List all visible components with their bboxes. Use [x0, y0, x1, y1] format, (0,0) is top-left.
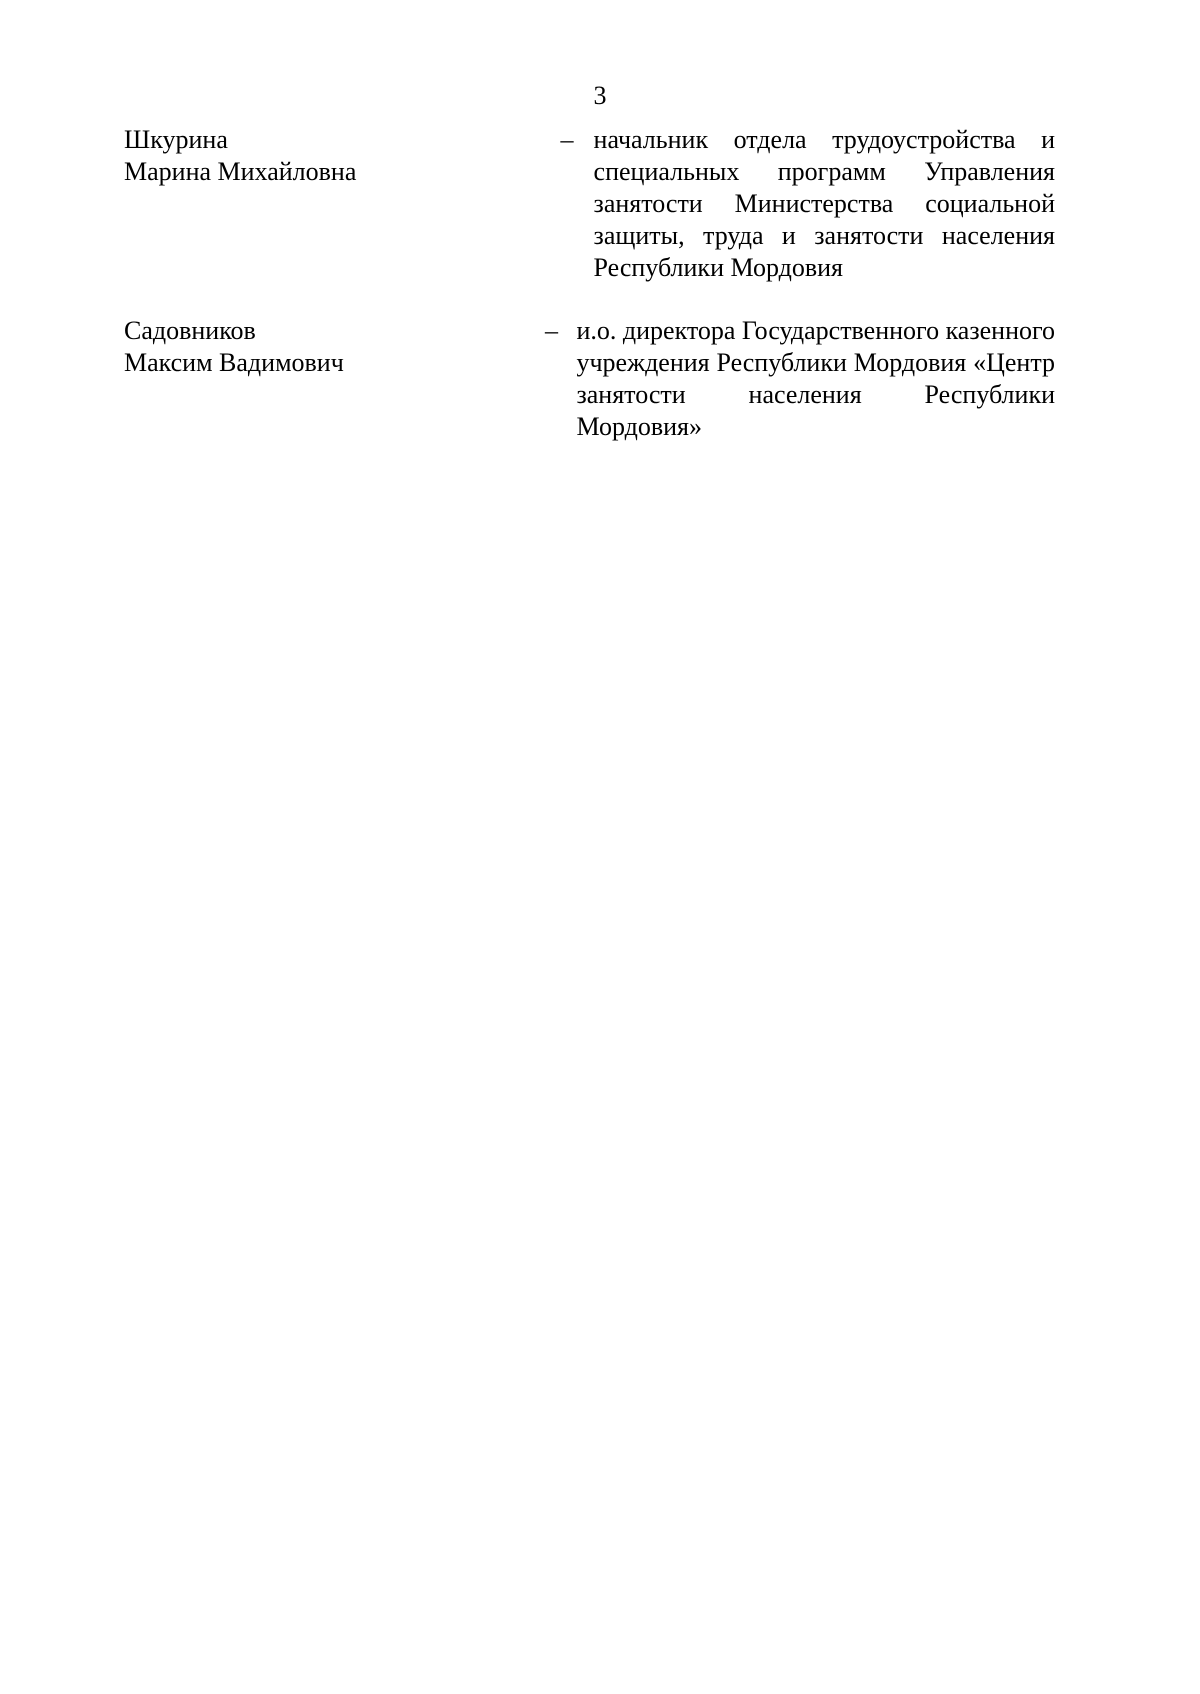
position-line: и.о. директора Государственного казенного	[576, 316, 1055, 345]
member-name	[124, 315, 422, 379]
member-position	[594, 124, 1055, 284]
position-line: начальник отдела трудоустройства и	[593, 125, 1056, 154]
dash-separator: –	[545, 316, 559, 345]
position-line: Республики Мордовия	[593, 253, 843, 282]
member-name	[124, 124, 437, 188]
member-surname: Шкурина	[124, 125, 228, 154]
position-line: Мордовия»	[576, 412, 702, 441]
position-line: учреждения Республики Мордовия «Центр	[576, 348, 1055, 377]
position-line: защиты, труда и занятости населения	[593, 221, 1056, 250]
page-number: 3	[593, 81, 607, 110]
member-entry	[124, 124, 1055, 284]
member-position	[576, 315, 1055, 443]
position-line: специальных программ Управления	[593, 157, 1056, 186]
member-given-names: Марина Михайловна	[124, 157, 357, 186]
member-surname: Садовников	[124, 316, 256, 345]
position-line: занятости населения Республики	[576, 380, 1055, 409]
dash-separator: –	[560, 125, 574, 154]
member-given-names: Максим Вадимович	[124, 348, 344, 377]
member-list	[124, 124, 1055, 474]
member-entry	[124, 315, 1055, 443]
position-line: занятости Министерства социальной	[593, 189, 1056, 218]
